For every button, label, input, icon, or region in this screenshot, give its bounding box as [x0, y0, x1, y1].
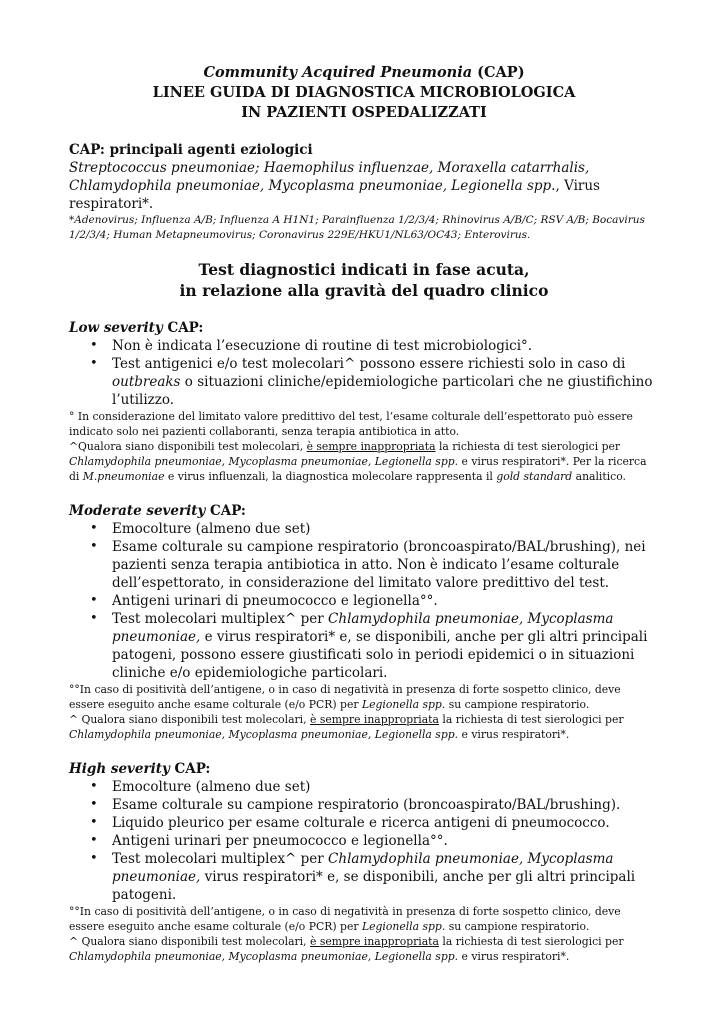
text-italic: M.pneumoniae [82, 470, 165, 483]
underlined-text: è sempre inappropriata [310, 935, 439, 948]
list-item: • Antigeni urinari per pneumococco e legionella°°. [112, 832, 659, 850]
tests-heading [69, 259, 659, 301]
text-span: su campione respiratorio. [445, 698, 590, 711]
text-italic: gold standard [496, 470, 573, 483]
text-span: °°In caso di positività dell’antigene, o in caso di negatività in presenza di forte sospetto clinico, deve essere eseguito anche esame colturale (e/o PCR) per [69, 683, 621, 711]
text-span: la richiesta di test sierologici per [438, 713, 624, 726]
document-page [69, 63, 659, 964]
low-severity-cap: CAP: [162, 320, 204, 336]
high-severity-list [69, 778, 659, 904]
moderate-severity-list [69, 520, 659, 682]
text-span: e virus respiratori*. Per la ricerca di [69, 455, 647, 483]
high-footnote-2 [69, 934, 659, 964]
low-footnote-2 [69, 439, 659, 484]
list-item [112, 355, 659, 409]
text-italic: Chlamydophila pneumoniae, Mycoplasma pneumoniae, Legionella spp. [69, 455, 459, 468]
tests-heading-line-2: in relazione alla gravità del quadro clinico [179, 281, 549, 300]
tests-heading-line-1: Test diagnostici indicati in fase acuta, [198, 260, 530, 279]
agents-note: *Adenovirus; Influenza A/B; Influenza A H1N1; Parainfluenza 1/2/3/4; Rhinovirus A/B/C; RSV A/B; Bocavirus 1/2/3/4; Human Metapneumovirus; Coronavirus 229E/HKU1/NL63/OC43; Enterovirus. [69, 214, 645, 241]
low-severity-heading [69, 319, 659, 337]
text-span: Test antigenici e/o test molecolari^ possono essere richiesti solo in caso di [112, 356, 626, 372]
text-span: e virus respiratori* e, se disponibili, anche per gli altri principali patogeni, possono essere giustificati solo in periodi epidemici o in situazioni cliniche e/o epidemiologiche particolari. [112, 629, 648, 681]
low-severity-list [69, 337, 659, 409]
text-span: Test molecolari multiplex^ per [112, 851, 329, 867]
list-item: • Esame colturale su campione respiratorio (broncoaspirato/BAL/brushing). [112, 796, 659, 814]
list-item [112, 850, 659, 904]
text-span: su campione respiratorio. [445, 920, 590, 933]
low-severity-label: Low severity [69, 320, 163, 336]
list-item [112, 610, 659, 682]
agents-list [69, 159, 659, 213]
title-line-3: IN PAZIENTI OSPEDALIZZATI [241, 104, 487, 121]
moderate-footnote-1 [69, 682, 659, 712]
text-italic: Legionella spp. [361, 698, 446, 711]
list-item: • Emocolture (almeno due set) [112, 778, 659, 796]
title-italic: Community Acquired Pneumonia [203, 64, 473, 81]
underlined-text: è sempre inappropriata [310, 713, 439, 726]
text-span: Test molecolari multiplex^ per [112, 611, 329, 627]
text-span: e virus respiratori*. [458, 950, 570, 963]
high-severity-label: High severity [69, 761, 170, 777]
text-span: e virus influenzali, la diagnostica molecolare rappresenta il [164, 470, 497, 483]
text-span: °°In caso di positività dell’antigene, o in caso di negatività in presenza di forte sospetto clinico, deve essere eseguito anche esame colturale (e/o PCR) per [69, 905, 621, 933]
document-title [69, 63, 659, 123]
list-item: • Emocolture (almeno due set) [112, 520, 659, 538]
text-span: ^Qualora siano disponibili test molecolari, [69, 440, 307, 453]
low-footnote-1: ° In considerazione del limitato valore predittivo del test, l’esame colturale dell’espettorato può essere indicato solo nei pazienti collaboranti, senza terapia antibiotica in atto. [69, 410, 633, 438]
list-item: • Liquido pleurico per esame colturale e ricerca antigeni di pneumococco. [112, 814, 659, 832]
text-span: analitico. [572, 470, 626, 483]
moderate-severity-heading [69, 502, 659, 520]
text-italic: outbreaks [112, 374, 181, 390]
text-span: ^ Qualora siano disponibili test molecolari, [69, 935, 310, 948]
text-italic: Chlamydophila pneumoniae, Mycoplasma pneumoniae, Legionella spp. [69, 950, 459, 963]
high-severity-cap: CAP: [169, 761, 211, 777]
moderate-severity-label: Moderate severity [69, 503, 206, 519]
underlined-text: è sempre inappropriata [306, 440, 436, 453]
title-line-1 [69, 63, 659, 83]
agents-list-italic: Streptococcus pneumoniae; Haemophilus influenzae, Moraxella catarrhalis, Chlamydophila pneumoniae, Mycoplasma pneumoniae, Legionella spp. [69, 160, 590, 194]
title-cap: (CAP) [472, 64, 525, 81]
text-span: la richiesta di test sierologici per [438, 935, 624, 948]
moderate-severity-cap: CAP: [205, 503, 246, 519]
moderate-footnote-2 [69, 712, 659, 742]
text-italic: Legionella spp. [361, 920, 446, 933]
text-span: la richiesta di test sierologici per [435, 440, 621, 453]
agents-list-rest: , Virus respiratori*. [69, 178, 600, 212]
list-item: • Esame colturale su campione respiratorio (broncoaspirato/BAL/brushing), nei pazienti senza terapia antibiotica in atto. Non è indicato l’esame colturale dell’espettorato, in considerazione del limitato valore predittivo del test. [112, 538, 659, 592]
text-span: ^ Qualora siano disponibili test molecolari, [69, 713, 310, 726]
text-italic: Chlamydophila pneumoniae, Mycoplasma pneumoniae, [112, 851, 614, 885]
list-item: • Antigeni urinari di pneumococco e legionella°°. [112, 592, 659, 610]
text-span: e virus respiratori*. [458, 728, 570, 741]
agents-heading: CAP: principali agenti eziologici [69, 142, 313, 158]
high-footnote-1 [69, 904, 659, 934]
text-span: o situazioni cliniche/epidemiologiche particolari che ne giustifichino l’utilizzo. [112, 374, 653, 408]
text-italic: Chlamydophila pneumoniae, Mycoplasma pneumoniae, Legionella spp. [69, 728, 459, 741]
title-line-2: LINEE GUIDA DI DIAGNOSTICA MICROBIOLOGICA [152, 84, 576, 101]
high-severity-heading [69, 760, 659, 778]
text-span: virus respiratori* e, se disponibili, anche per gli altri principali patogeni. [112, 869, 636, 903]
list-item: • Non è indicata l’esecuzione di routine di test microbiologici°. [112, 337, 659, 355]
text-italic: Chlamydophila pneumoniae, Mycoplasma pneumoniae, [112, 611, 614, 645]
